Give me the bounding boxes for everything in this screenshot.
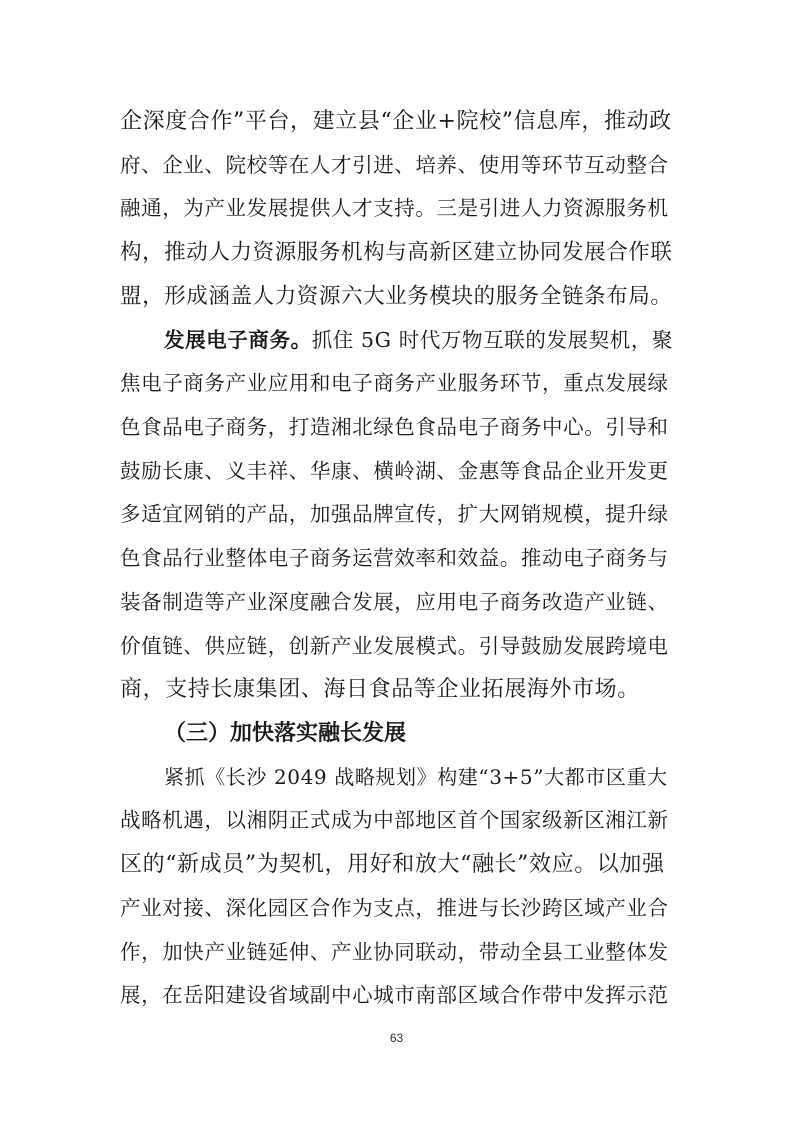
paragraph-line: 商，支持长康集团、海日食品等企业拓展海外市场。 — [120, 677, 640, 703]
paragraph-line: 区的“新成员”为契机，用好和放大“融长”效应。以加强 — [120, 852, 665, 878]
paragraph-line: 产业对接、深化园区合作为支点，推进与长沙跨区域产业合 — [120, 895, 669, 920]
paragraph-line: 战略机遇，以湘阴正式成为中部地区首个国家级新区湘江新 — [120, 808, 669, 833]
paragraph-line: 府、企业、院校等在人才引进、培养、使用等环节互动整合 — [120, 152, 669, 177]
paragraph-line: 融通，为产业发展提供人才支持。三是引进人力资源服务机 — [120, 196, 669, 221]
page-number: 63 — [389, 1031, 404, 1045]
paragraph-line: 装备制造等产业深度融合发展，应用电子商务改造产业链、 — [120, 589, 669, 614]
paragraph-line: 多适宜网销的产品，加强品牌宣传，扩大网销规模，提升绿 — [120, 502, 669, 527]
paragraph-lead-bold: 发展电子商务。 — [164, 327, 312, 352]
paragraph-line: 色食品行业整体电子商务运营效率和效益。推动电子商务与 — [120, 546, 669, 571]
section-heading: （三）加快落实融长发展 — [164, 720, 407, 746]
paragraph-line: 色食品电子商务，打造湘北绿色食品电子商务中心。引导和 — [120, 415, 669, 439]
paragraph-line: 作，加快产业链延伸、产业协同联动，带动全县工业整体发 — [120, 939, 669, 964]
paragraph-line: 构，推动人力资源服务机构与高新区建立协同发展合作联 — [120, 240, 673, 266]
paragraph-first-line-rest: 抓住 5G 时代万物互联的发展契机，聚 — [311, 327, 674, 352]
paragraph-line: 企深度合作”平台，建立县“企业+院校”信息库，推动政 — [120, 109, 672, 134]
paragraph-line: 焦电子商务产业应用和电子商务产业服务环节，重点发展绿 — [120, 371, 669, 396]
paragraph-first-line: 紧抓《长沙 2049 战略规划》构建“3+5”大都市区重大 — [164, 764, 668, 789]
paragraph-line: 价值链、供应链，创新产业发展模式。引导鼓励发展跨境电 — [120, 633, 669, 658]
paragraph-first-line — [164, 319, 673, 363]
paragraph-line: 鼓励长康、义丰祥、华康、横岭湖、金惠等食品企业开发更 — [120, 458, 669, 483]
paragraph-line: 展，在岳阳建设省域副中心城市南部区域合作带中发挥示范 — [120, 983, 669, 1008]
paragraph-line: 盟，形成涵盖人力资源六大业务模块的服务全链条布局。 — [120, 283, 673, 309]
